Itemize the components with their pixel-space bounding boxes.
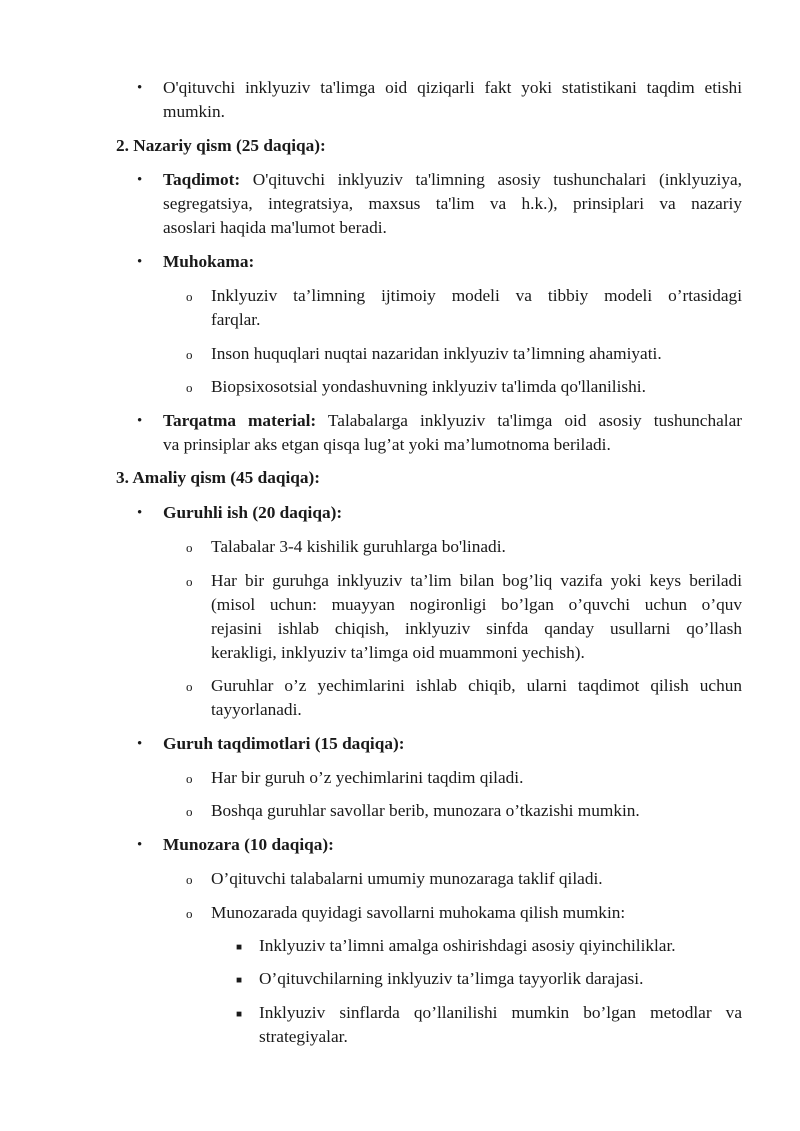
taqdimot-text: O'qituvchi inklyuziv ta'limning asosiy tushunchalari (inklyuziya, bbox=[252, 170, 742, 189]
bullet-icon: • bbox=[137, 505, 143, 521]
section-heading-2: 2. Nazariy qism (25 daqiqa): bbox=[116, 136, 326, 155]
taqdimot-line3: asoslari haqida ma'lumot beradi. bbox=[163, 218, 387, 237]
muhokama-item-3: Biopsixosotsial yondashuvning inklyuziv ta'limda qo'llanilishi. bbox=[211, 377, 646, 396]
muhokama-label: Muhokama: bbox=[163, 252, 255, 271]
taqdimot-line2: segregatsiya, integratsiya, maxsus ta'lim va h.k.), prinsiplari va nazariy bbox=[163, 194, 742, 213]
guruhli-item-3-line1: Guruhlar o’z yechimlarini ishlab chiqib, ularni taqdimot qilish uchun bbox=[211, 676, 742, 695]
guruh-taqdimot-label: Guruh taqdimotlari (15 daqiqa): bbox=[163, 734, 405, 753]
taqdimot-label: Taqdimot: bbox=[163, 170, 241, 189]
bullet-icon: • bbox=[137, 254, 143, 270]
muhokama-item-1-line1: Inklyuziv ta’limning ijtimoiy modeli va tibbiy modeli o’rtasidagi bbox=[211, 286, 742, 305]
tarqatma-text: Talabalarga inklyuziv ta'limga oid asosiy tushunchalar bbox=[327, 411, 742, 430]
circle-bullet-icon: o bbox=[186, 380, 193, 395]
taqdimot-line1 bbox=[163, 169, 742, 191]
guruhli-item-1: Talabalar 3-4 kishilik guruhlarga bo'linadi. bbox=[211, 537, 506, 556]
bullet-icon: • bbox=[137, 80, 143, 96]
square-bullet-icon: ■ bbox=[236, 1009, 243, 1020]
circle-bullet-icon: o bbox=[186, 872, 193, 887]
circle-bullet-icon: o bbox=[186, 347, 193, 362]
guruhli-item-2-line2: (misol uchun: muayyan nogironligi bo’lgan o’quvchi uchun o’quv bbox=[211, 595, 742, 614]
square-bullet-icon: ■ bbox=[236, 942, 243, 953]
bullet-icon: • bbox=[137, 837, 143, 853]
guruh-taqdimot-item-2: Boshqa guruhlar savollar berib, munozara o’tkazishi mumkin. bbox=[211, 801, 640, 820]
munozara-subitem-3-line2: strategiyalar. bbox=[259, 1027, 348, 1046]
munozara-label: Munozara (10 daqiqa): bbox=[163, 835, 334, 854]
muhokama-item-2: Inson huquqlari nuqtai nazaridan inklyuziv ta’limning ahamiyati. bbox=[211, 344, 662, 363]
circle-bullet-icon: o bbox=[186, 771, 193, 786]
munozara-subitem-1: Inklyuziv ta’limni amalga oshirishdagi asosiy qiyinchiliklar. bbox=[259, 936, 676, 955]
circle-bullet-icon: o bbox=[186, 574, 193, 589]
bullet-icon: • bbox=[137, 736, 143, 752]
circle-bullet-icon: o bbox=[186, 289, 193, 304]
tarqatma-line2: va prinsiplar aks etgan qisqa lug’at yoki ma’lumotnoma beriladi. bbox=[163, 435, 611, 454]
circle-bullet-icon: o bbox=[186, 906, 193, 921]
guruhli-item-2-line3: rejasini ishlab chiqish, inklyuziv sinfda qanday usullarni qo’llash bbox=[211, 619, 742, 638]
bullet-icon: • bbox=[137, 172, 143, 188]
munozara-item-2: Munozarada quyidagi savollarni muhokama qilish mumkin: bbox=[211, 903, 626, 922]
intro-bullet-line2: mumkin. bbox=[163, 102, 225, 121]
circle-bullet-icon: o bbox=[186, 679, 193, 694]
guruhli-label: Guruhli ish (20 daqiqa): bbox=[163, 503, 343, 522]
circle-bullet-icon: o bbox=[186, 540, 193, 555]
guruhli-item-2-line4: kerakligi, inklyuziv ta’limga oid muammoni yechish). bbox=[211, 643, 585, 662]
circle-bullet-icon: o bbox=[186, 804, 193, 819]
intro-bullet-line1: O'qituvchi inklyuziv ta'limga oid qiziqarli fakt yoki statistikani taqdim etishi bbox=[163, 78, 742, 97]
section-heading-3: 3. Amaliy qism (45 daqiqa): bbox=[116, 468, 321, 487]
tarqatma-label: Tarqatma material: bbox=[163, 411, 317, 430]
munozara-item-1: O’qituvchi talabalarni umumiy munozaraga taklif qiladi. bbox=[211, 869, 603, 888]
muhokama-item-1-line2: farqlar. bbox=[211, 310, 261, 329]
guruh-taqdimot-item-1: Har bir guruh o’z yechimlarini taqdim qiladi. bbox=[211, 768, 524, 787]
guruhli-item-3-line2: tayyorlanadi. bbox=[211, 700, 302, 719]
tarqatma-line1 bbox=[163, 410, 742, 432]
square-bullet-icon: ■ bbox=[236, 975, 243, 986]
bullet-icon: • bbox=[137, 413, 143, 429]
guruhli-item-2-line1: Har bir guruhga inklyuziv ta’lim bilan bog’liq vazifa yoki keys beriladi bbox=[211, 571, 742, 590]
munozara-subitem-3-line1: Inklyuziv sinflarda qo’llanilishi mumkin bo’lgan metodlar va bbox=[259, 1003, 742, 1022]
munozara-subitem-2: O’qituvchilarning inklyuziv ta’limga tayyorlik darajasi. bbox=[259, 969, 644, 988]
